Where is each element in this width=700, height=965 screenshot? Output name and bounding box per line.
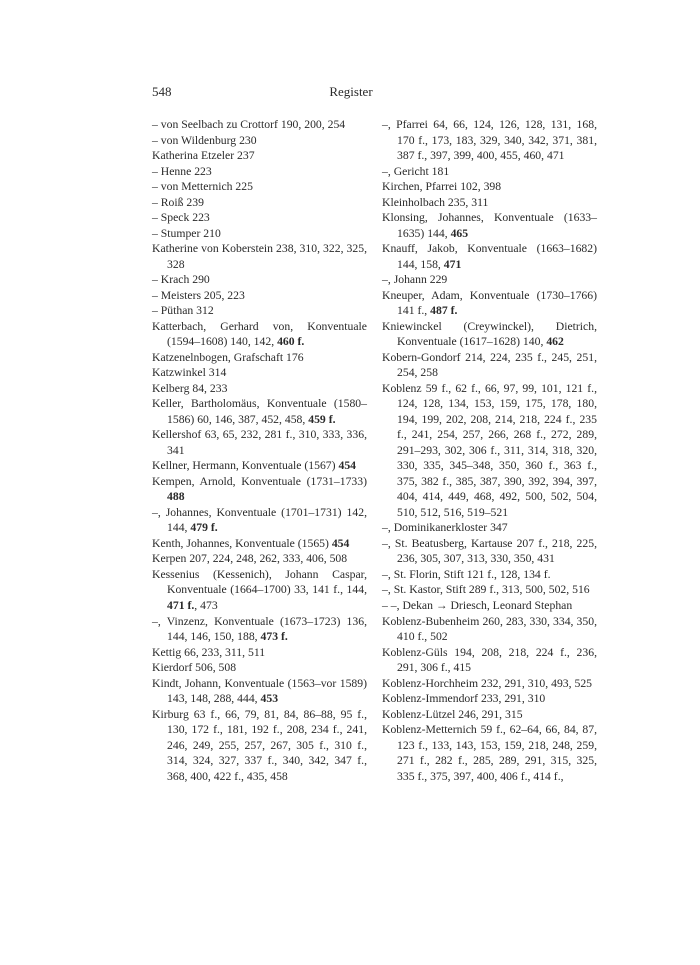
index-entry: Kirchen, Pfarrei 102, 398 [382, 180, 502, 194]
index-entry: Keller, Bartholomäus, Konventuale (1580–1586) 60, 146, 387, 452, 458, 459 f. [152, 397, 367, 426]
index-entry: – von Wildenburg 230 [152, 133, 257, 147]
index-entry: Koblenz-Immendorf 233, 291, 310 [382, 692, 546, 706]
index-entry: – von Metternich 225 [152, 180, 253, 194]
index-entry: –, Pfarrei 64, 66, 124, 126, 128, 131, 168, 170 f., 173, 183, 329, 340, 342, 371, 381, 387 f., 397, 399, 400, 455, 460, 471 [382, 118, 597, 163]
index-entry: –, St. Beatusberg, Kartause 207 f., 218, 225, 236, 305, 307, 313, 330, 350, 431 [382, 536, 597, 566]
index-entry: –, St. Florin, Stift 121 f., 128, 134 f. [382, 567, 551, 581]
index-entry: Katherine von Koberstein 238, 310, 322, 325, 328 [152, 242, 367, 271]
index-entry: Koblenz-Lützel 246, 291, 315 [382, 707, 523, 721]
index-entry: –, Gericht 181 [382, 164, 450, 178]
page-header [152, 84, 550, 102]
index-entry: –, Vinzenz, Konventuale (1673–1723) 136, 144, 146, 150, 188, 473 f. [152, 614, 367, 644]
index-entry: – Krach 290 [152, 273, 210, 287]
index-entry: –, Dominikanerkloster 347 [382, 521, 508, 535]
index-entry: Knauff, Jakob, Konventuale (1663–1682) 144, 158, 471 [382, 242, 597, 271]
index-entry: Kniewinckel (Creywinckel), Dietrich, Konventuale (1617–1628) 140, 462 [382, 319, 597, 349]
index-entry: – Püthan 312 [152, 304, 214, 318]
index-entry: Koblenz-Metternich 59 f., 62–64, 66, 84, 87, 123 f., 133, 143, 153, 159, 218, 248, 259, 271 f., 282 f., 285, 289, 291, 315, 325, 335 f., 375, 397, 400, 406 f., 414 f., [382, 723, 597, 783]
index-entry: Koblenz-Bubenheim 260, 283, 330, 334, 350, 410 f., 502 [382, 614, 597, 644]
index-entry: –, St. Kastor, Stift 289 f., 313, 500, 502, 516 [382, 583, 590, 597]
index-entry: Kenth, Johannes, Konventuale (1565) 454 [152, 536, 350, 550]
running-head: Register [329, 84, 373, 99]
index-column-right [382, 117, 597, 784]
index-entry: Klonsing, Johannes, Konventuale (1633–1635) 144, 465 [382, 211, 597, 240]
index-entry: – Speck 223 [152, 211, 210, 225]
index-entry: – von Seelbach zu Crottorf 190, 200, 254 [152, 118, 346, 131]
index-entry: –, Johannes, Konventuale (1701–1731) 142, 144, 479 f. [152, 505, 367, 535]
index-entry: Koblenz-Güls 194, 208, 218, 224 f., 236, 291, 306 f., 415 [382, 645, 597, 675]
index-entry: Kleinholbach 235, 311 [382, 195, 489, 209]
index-entry: Katzenelnbogen, Grafschaft 176 [152, 350, 304, 364]
index-entry: Kettig 66, 233, 311, 511 [152, 645, 266, 659]
index-entry: Kirburg 63 f., 66, 79, 81, 84, 86–88, 95 f., 130, 172 f., 181, 192 f., 208, 234 f., 241, 246, 249, 255, 257, 267, 305 f., 310 f., 314, 324, 327, 337 f., 340, 342, 347 f., 368, 400, 422 f., 435, 458 [152, 707, 367, 783]
index-entry: Kempen, Arnold, Konventuale (1731–1733) 488 [152, 474, 367, 504]
index-entry: – Henne 223 [152, 164, 212, 178]
index-entry: Kelberg 84, 233 [152, 381, 228, 395]
index-column-left [152, 117, 367, 784]
index-entry: Kellner, Hermann, Konventuale (1567) 454 [152, 459, 357, 473]
index-entry: – Stumper 210 [152, 226, 221, 240]
index-entry: Katterbach, Gerhard von, Konventuale (1594–1608) 140, 142, 460 f. [152, 319, 367, 349]
index-entry: – –, Dekan → Driesch, Leonard Stephan [382, 598, 573, 612]
index-entry: Kindt, Johann, Konventuale (1563–vor 1589) 143, 148, 288, 444, 453 [152, 676, 367, 706]
index-entry: Kessenius (Kessenich), Johann Caspar, Konventuale (1664–1700) 33, 141 f., 144, 471 f., 473 [152, 567, 367, 612]
page-number: 548 [152, 84, 172, 99]
index-entry: –, Johann 229 [382, 273, 448, 287]
index-entry: – Roiß 239 [152, 195, 204, 209]
index-entry: Katherina Etzeler 237 [152, 149, 255, 163]
index-entry: Kierdorf 506, 508 [152, 661, 237, 675]
index-entry: Kellershof 63, 65, 232, 281 f., 310, 333, 336, 341 [152, 428, 367, 457]
index-entry: Kobern-Gondorf 214, 224, 235 f., 245, 251, 254, 258 [382, 350, 597, 380]
index-entry: – Meisters 205, 223 [152, 288, 245, 302]
index-entry: Katzwinkel 314 [152, 366, 227, 380]
index-entry: Kerpen 207, 224, 248, 262, 333, 406, 508 [152, 552, 348, 566]
index-entry: Koblenz-Horchheim 232, 291, 310, 493, 525 [382, 676, 593, 690]
index-entry: Koblenz 59 f., 62 f., 66, 97, 99, 101, 121 f., 124, 128, 134, 153, 159, 175, 178, 180, 194, 199, 202, 208, 214, 218, 224 f., 235 f., 241, 254, 257, 266, 268 f., 272, 289, 291–293, 302, 306 f., 311, 314, 318, 320, 330, 335, 345–348, 350, 360 f., 363 f., 375, 382 f., 385, 387, 390, 392, 394, 397, 404, 414, 449, 468, 492, 500, 502, 504, 510, 512, 516, 519–521 [382, 381, 597, 519]
index-entry: Kneuper, Adam, Konventuale (1730–1766) 141 f., 487 f. [382, 288, 597, 318]
